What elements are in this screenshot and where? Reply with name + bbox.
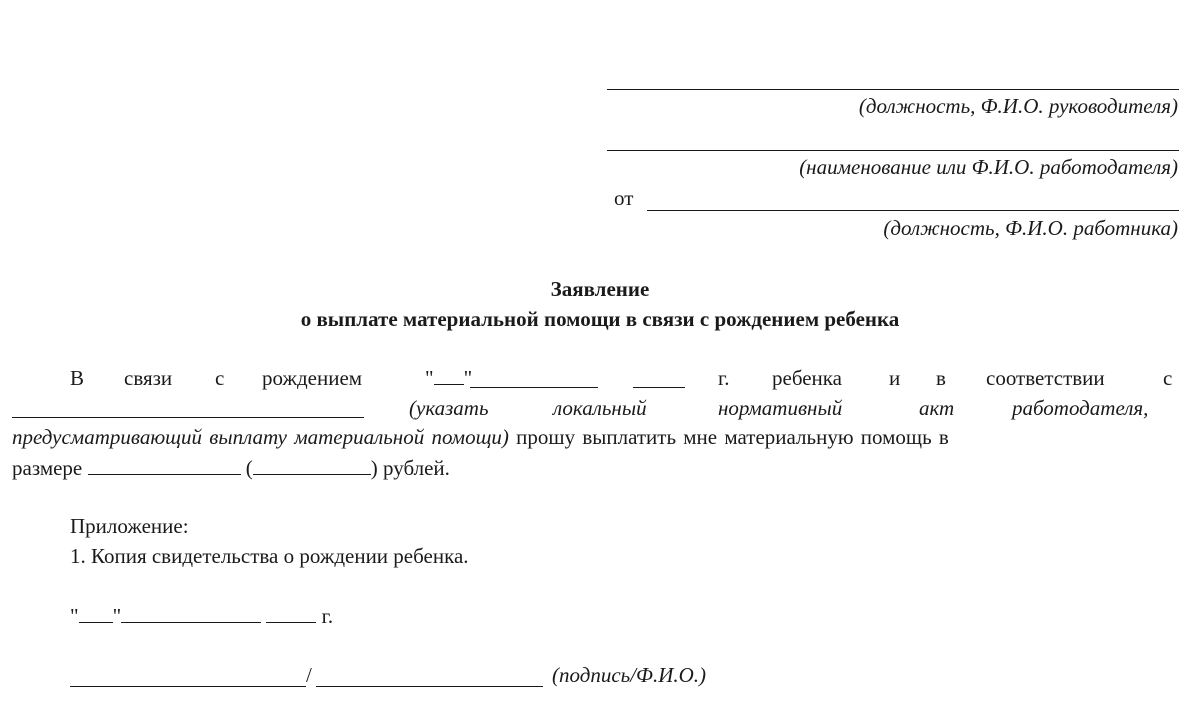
body-word: связи <box>124 366 173 390</box>
date-month-field[interactable] <box>121 604 261 623</box>
document-title: Заявление <box>550 277 650 301</box>
amount-digits-field[interactable] <box>88 456 241 475</box>
attachment-item: 1. Копия свидетельства о рождении ребенка. <box>70 544 469 568</box>
body-word: В <box>70 366 85 390</box>
body-italic-fragment: предусматривающий выплату материальной помощи) <box>12 425 509 449</box>
birth-year-field[interactable] <box>633 387 685 388</box>
employer-name-field[interactable] <box>607 150 1179 151</box>
employee-caption: (должность, Ф.И.О. работника) <box>883 216 1178 240</box>
body-word: в <box>936 366 946 390</box>
birth-day-field[interactable]: " " <box>425 366 473 390</box>
body-line-3 <box>12 425 949 450</box>
body-word: нормативный <box>718 396 843 420</box>
full-name-field[interactable] <box>316 686 543 687</box>
currency-label: рублей. <box>383 456 450 480</box>
document-subtitle: о выплате материальной помощи в связи с рождением ребенка <box>300 307 900 331</box>
signature-caption: (подпись/Ф.И.О.) <box>552 663 707 687</box>
signature-field[interactable] <box>70 686 306 687</box>
employer-caption: (наименование или Ф.И.О. работодателя) <box>799 155 1178 179</box>
attachment-heading: Приложение: <box>70 514 189 538</box>
body-word: рождением <box>262 366 363 390</box>
birth-month-field[interactable] <box>470 387 598 388</box>
body-word: локальный <box>553 396 647 420</box>
amount-words-field[interactable] <box>253 456 371 475</box>
body-word: работодателя, <box>1012 396 1149 420</box>
from-label: от <box>614 186 634 210</box>
body-word: соответствии <box>986 366 1105 390</box>
body-word: г. <box>718 366 730 390</box>
date-line: " " г. <box>70 604 334 628</box>
year-suffix: г. <box>321 604 334 628</box>
employee-name-field[interactable] <box>647 210 1179 211</box>
local-act-field[interactable] <box>12 417 364 418</box>
manager-name-field[interactable] <box>607 89 1179 90</box>
body-word: и <box>889 366 901 390</box>
body-word: с <box>215 366 225 390</box>
date-day-field[interactable] <box>79 604 113 623</box>
date-year-field[interactable] <box>266 604 316 623</box>
body-word: ребенка <box>772 366 842 390</box>
manager-caption: (должность, Ф.И.О. руководителя) <box>858 94 1178 118</box>
body-word: (указать <box>409 396 489 420</box>
amount-label: размере <box>12 456 83 480</box>
signature-separator: / <box>306 663 312 687</box>
body-request-text: прошу выплатить мне материальную помощь в <box>516 425 949 449</box>
body-line-4: размере ( ) рублей. <box>12 456 450 480</box>
body-word: акт <box>919 396 955 420</box>
body-word: с <box>1163 366 1173 390</box>
